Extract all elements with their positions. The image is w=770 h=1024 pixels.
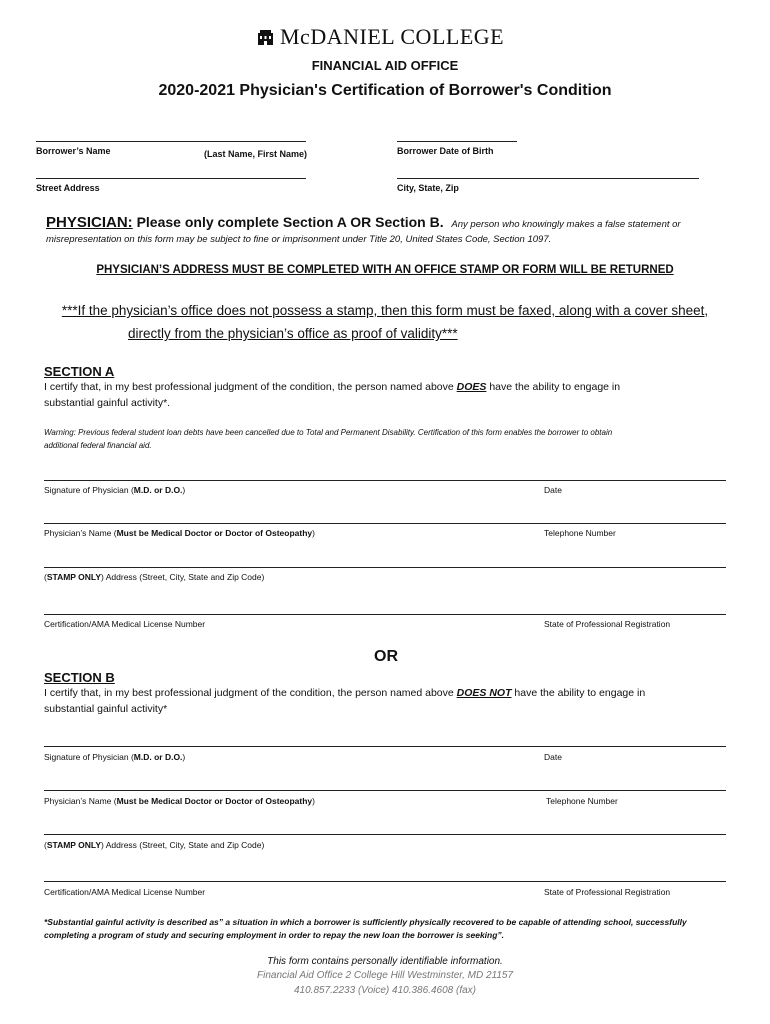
form-title: 2020-2021 Physician's Certification of Borrower's Condition bbox=[158, 82, 612, 99]
section-a-address-line[interactable] bbox=[44, 567, 726, 568]
section-a-date-label: Date bbox=[544, 485, 562, 495]
college-name: McDANIEL COLLEGE bbox=[280, 24, 505, 49]
section-a-warning-2: additional federal financial aid. bbox=[44, 441, 152, 450]
section-a-certification-2: substantial gainful activity*. bbox=[44, 397, 171, 409]
section-a-license-label: Certification/AMA Medical License Number bbox=[44, 619, 206, 629]
section-b-date-label: Date bbox=[544, 752, 562, 762]
borrower-name-hint: (Last Name, First Name) bbox=[204, 149, 308, 159]
office-title: FINANCIAL AID OFFICE bbox=[311, 58, 459, 73]
section-b-state-label: State of Professional Registration bbox=[544, 887, 671, 897]
section-b-emphasis: DOES NOT bbox=[456, 687, 512, 699]
section-b-title: SECTION B bbox=[44, 670, 115, 685]
street-address-label: Street Address bbox=[36, 183, 100, 193]
section-b-name-line[interactable] bbox=[44, 790, 726, 791]
borrower-dob-label: Borrower Date of Birth bbox=[397, 146, 494, 156]
penalty-warning-1: Any person who knowingly makes a false statement or bbox=[451, 219, 681, 230]
section-b-name-label: Physician’s Name (Must be Medical Doctor or Doctor of Osteopathy) bbox=[44, 796, 315, 806]
or-divider: OR bbox=[374, 648, 398, 665]
section-a-name-label: Physician’s Name (Must be Medical Doctor or Doctor of Osteopathy) bbox=[44, 528, 315, 538]
footer-contact: 410.857.2233 (Voice) 410.386.4608 (fax) bbox=[294, 985, 476, 996]
footnote: *Substantial gainful activity is described as” a situation in which a borrower is sufficiently physically recovered to be capable of attending school, successfully completing a program of study and securing employment in order to repay the new loan the borrower is seeking”. bbox=[44, 917, 687, 940]
borrower-name-label: Borrower’s Name bbox=[36, 146, 111, 156]
city-state-zip-line[interactable] bbox=[397, 178, 699, 179]
section-b-address-line[interactable] bbox=[44, 834, 726, 835]
address-warning: PHYSICIAN’S ADDRESS MUST BE COMPLETED WITH AN OFFICE STAMP OR FORM WILL BE RETURNED bbox=[96, 264, 674, 276]
stamp-note-line-2: directly from the physician’s office as proof of validity*** bbox=[128, 326, 458, 341]
section-a-warning-1: Warning: Previous federal student loan debts have been cancelled due to Total and Permanent Disability. Certification of this form enables the borrower to obtain bbox=[44, 428, 613, 437]
borrower-name-line[interactable] bbox=[36, 141, 306, 142]
street-address-line[interactable] bbox=[36, 178, 306, 179]
section-b-signature-label: Signature of Physician (M.D. or D.O.) bbox=[44, 752, 186, 762]
college-logo bbox=[258, 24, 504, 50]
footer-pii-notice: This form contains personally identifiable information. bbox=[267, 956, 503, 967]
section-b-license-label: Certification/AMA Medical License Number bbox=[44, 887, 206, 897]
section-a-emphasis: DOES bbox=[456, 381, 487, 393]
section-a-state-label: State of Professional Registration bbox=[544, 619, 671, 629]
section-b-certification: I certify that, in my best professional judgment of the condition, the person named above DOES NOT have the ability to engage in bbox=[44, 687, 646, 699]
section-b-address-label: (STAMP ONLY) Address (Street, City, State and Zip Code) bbox=[44, 840, 265, 850]
section-a-phone-label: Telephone Number bbox=[544, 528, 616, 538]
section-a-address-label: (STAMP ONLY) Address (Street, City, State and Zip Code) bbox=[44, 572, 265, 582]
physician-instruction bbox=[46, 214, 681, 231]
section-a-signature-line[interactable] bbox=[44, 480, 726, 481]
section-a-license-line[interactable] bbox=[44, 614, 726, 615]
section-a-signature-label: Signature of Physician (M.D. or D.O.) bbox=[44, 485, 186, 495]
section-a-title: SECTION A bbox=[44, 364, 115, 379]
physician-tag: PHYSICIAN: bbox=[46, 214, 133, 231]
stamp-note-line-1: ***If the physician’s office does not possess a stamp, then this form must be faxed, along with a cover sheet, bbox=[61, 303, 709, 318]
section-b-phone-label: Telephone Number bbox=[546, 796, 618, 806]
section-a-name-line[interactable] bbox=[44, 523, 726, 524]
section-b-certification-2: substantial gainful activity* bbox=[44, 703, 168, 715]
section-b-license-line[interactable] bbox=[44, 881, 726, 882]
section-b-signature-line[interactable] bbox=[44, 746, 726, 747]
building-icon bbox=[258, 30, 273, 45]
section-a-certification: I certify that, in my best professional judgment of the condition, the person named above DOES have the ability to engage in bbox=[44, 381, 621, 393]
footer-address: Financial Aid Office 2 College Hill Westminster, MD 21157 bbox=[256, 970, 514, 981]
physician-instruction-text: Please only complete Section A OR Section B. bbox=[132, 214, 444, 230]
borrower-dob-line[interactable] bbox=[397, 141, 517, 142]
city-state-zip-label: City, State, Zip bbox=[397, 183, 459, 193]
penalty-warning-2: misrepresentation on this form may be subject to fine or imprisonment under Title 20, United States Code, Section 1097. bbox=[46, 234, 552, 245]
